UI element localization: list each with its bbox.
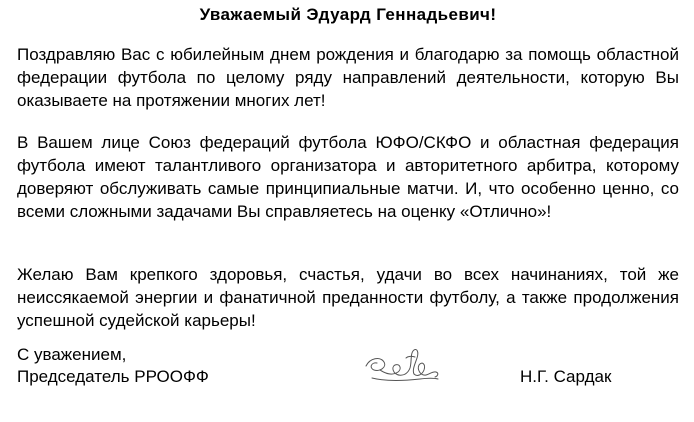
signer-title: Председатель РРООФФ bbox=[17, 367, 209, 386]
handwritten-signature bbox=[362, 344, 442, 386]
greeting: Уважаемый Эдуард Геннадьевич! bbox=[199, 5, 497, 24]
paragraph-1: Поздравляю Вас с юбилейным днем рождения и благодарю за помощь областной федерации футбола по целому ряду направлений деятельности, которую Вы оказываете на протяжении многих лет! bbox=[17, 45, 679, 110]
closing-phrase: С уважением, bbox=[17, 345, 127, 364]
paragraph-2: В Вашем лице Союз федераций футбола ЮФО/СКФО и областная федерация футбола имеют талантливого организатора и авторитетного арбитра, которому доверяют обслуживать самые принципиальные матчи. И, что особенно ценно, со всеми сложными задачами Вы справляетесь на оценку «Отлично»! bbox=[17, 133, 679, 221]
signer-name: Н.Г. Сардак bbox=[520, 367, 612, 386]
paragraph-3: Желаю Вам крепкого здоровья, счастья, удачи во всех начинаниях, той же неиссякаемой энергии и фанатичной преданности футболу, а также продолжения успешной судейской карьеры! bbox=[17, 265, 679, 330]
